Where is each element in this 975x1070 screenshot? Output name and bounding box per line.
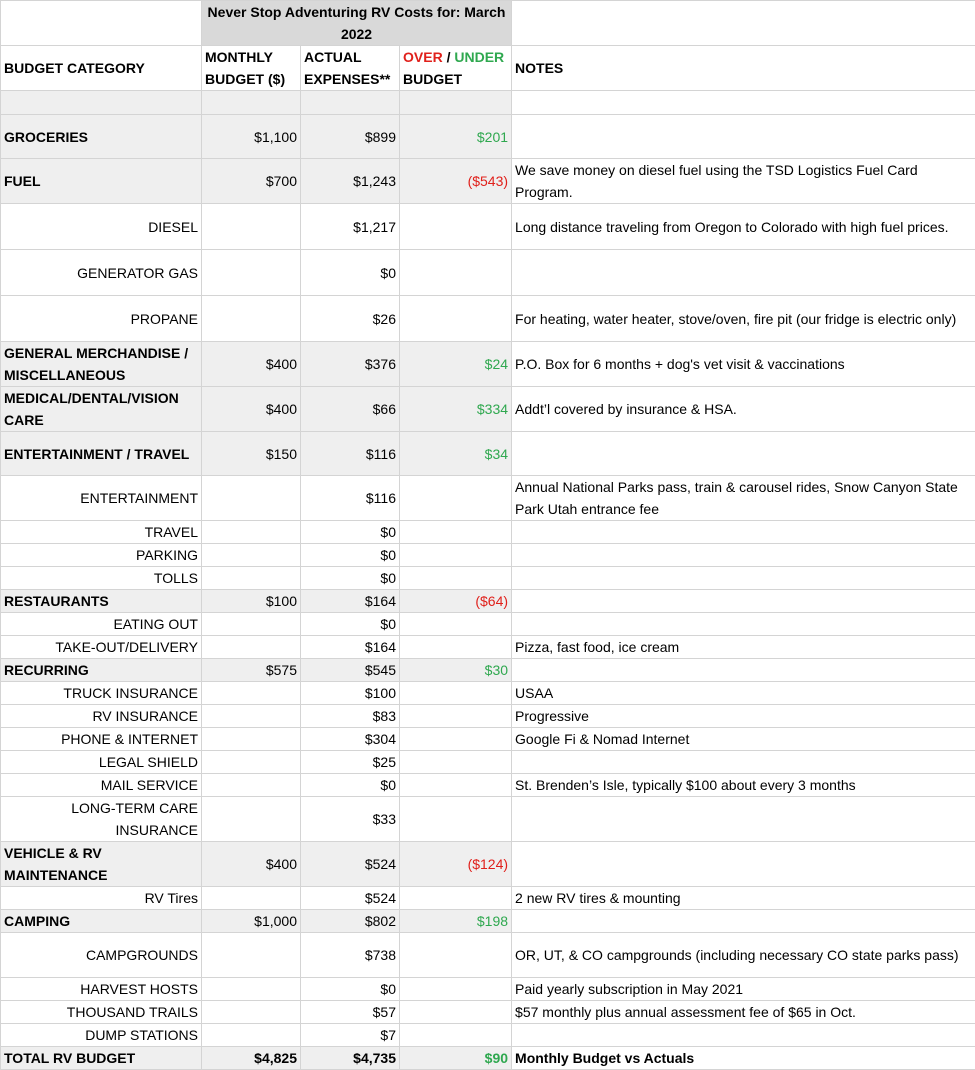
notes-cell[interactable] — [512, 432, 975, 476]
category-label[interactable]: GROCERIES — [1, 115, 202, 159]
subcategory-row-legal-shield — [1, 751, 975, 774]
monthly-budget-cell[interactable]: $1,100 — [202, 115, 301, 159]
monthly-budget-cell[interactable]: $1,000 — [202, 910, 301, 933]
actual-expenses-cell[interactable]: $116 — [301, 432, 400, 476]
notes-cell[interactable] — [512, 115, 975, 159]
over-under-cell[interactable] — [400, 1024, 512, 1047]
monthly-budget-cell[interactable] — [202, 521, 301, 544]
over-under-cell[interactable] — [400, 933, 512, 978]
notes-cell[interactable]: 2 new RV tires & mounting — [512, 887, 975, 910]
over-under-cell[interactable] — [400, 978, 512, 1001]
category-label[interactable]: VEHICLE & RV MAINTENANCE — [1, 842, 202, 887]
monthly-budget-cell[interactable] — [202, 797, 301, 842]
over-under-cell[interactable] — [400, 567, 512, 590]
notes-cell[interactable]: Monthly Budget vs Actuals — [512, 1047, 975, 1070]
header-over-under-budget[interactable] — [400, 46, 512, 91]
category-label[interactable]: MEDICAL/DENTAL/VISION CARE — [1, 387, 202, 432]
notes-cell[interactable]: $57 monthly plus annual assessment fee of $65 in Oct. — [512, 1001, 975, 1024]
over-under-cell[interactable] — [400, 1001, 512, 1024]
subcategory-row-thousand-trails — [1, 1001, 975, 1024]
category-label[interactable]: CAMPING — [1, 910, 202, 933]
category-row-camping — [1, 910, 975, 933]
monthly-budget-cell[interactable] — [202, 476, 301, 521]
over-under-cell[interactable] — [400, 887, 512, 910]
category-row-fuel — [1, 159, 975, 204]
subcategory-row-eating-out — [1, 613, 975, 636]
subcategory-row-campgrounds — [1, 933, 975, 978]
over-under-cell[interactable]: $30 — [400, 659, 512, 682]
over-under-cell[interactable] — [400, 613, 512, 636]
monthly-budget-cell[interactable] — [202, 613, 301, 636]
subcategory-row-parking — [1, 544, 975, 567]
monthly-budget-cell[interactable]: $400 — [202, 387, 301, 432]
over-under-cell[interactable] — [400, 204, 512, 250]
sheet-title[interactable]: Never Stop Adventuring RV Costs for: March 2022 — [202, 1, 512, 46]
actual-expenses-cell[interactable]: $1,217 — [301, 204, 400, 250]
monthly-budget-cell[interactable] — [202, 705, 301, 728]
header-budget-category[interactable]: BUDGET CATEGORY — [1, 46, 202, 91]
category-label[interactable]: RESTAURANTS — [1, 590, 202, 613]
monthly-budget-cell[interactable] — [202, 728, 301, 751]
category-label[interactable]: DIESEL — [1, 204, 202, 250]
monthly-budget-cell[interactable] — [202, 682, 301, 705]
over-under-cell[interactable] — [400, 682, 512, 705]
over-under-cell[interactable] — [400, 296, 512, 342]
category-label[interactable]: CAMPGROUNDS — [1, 933, 202, 978]
notes-cell[interactable]: Annual National Parks pass, train & carousel rides, Snow Canyon State Park Utah entrance fee — [512, 476, 975, 521]
category-row-total-rv-budget — [1, 1047, 975, 1070]
over-under-cell[interactable]: $34 — [400, 432, 512, 476]
notes-cell[interactable] — [512, 797, 975, 842]
actual-expenses-cell[interactable]: $116 — [301, 476, 400, 521]
category-label[interactable]: MAIL SERVICE — [1, 774, 202, 797]
notes-cell[interactable]: Paid yearly subscription in May 2021 — [512, 978, 975, 1001]
notes-cell[interactable] — [512, 544, 975, 567]
category-row-restaurants — [1, 590, 975, 613]
monthly-budget-cell[interactable] — [202, 1024, 301, 1047]
category-label[interactable]: EATING OUT — [1, 613, 202, 636]
category-label[interactable]: RV INSURANCE — [1, 705, 202, 728]
category-label[interactable]: LONG-TERM CARE INSURANCE — [1, 797, 202, 842]
notes-cell[interactable]: OR, UT, & CO campgrounds (including necessary CO state parks pass) — [512, 933, 975, 978]
actual-expenses-cell[interactable]: $524 — [301, 842, 400, 887]
over-under-cell[interactable]: ($543) — [400, 159, 512, 204]
notes-cell[interactable]: We save money on diesel fuel using the TSD Logistics Fuel Card Program. — [512, 159, 975, 204]
subcategory-row-tolls — [1, 567, 975, 590]
header-slash: / — [443, 49, 455, 65]
over-under-cell[interactable] — [400, 250, 512, 296]
category-row-groceries — [1, 115, 975, 159]
notes-cell[interactable]: Addt’l covered by insurance & HSA. — [512, 387, 975, 432]
empty-cell[interactable] — [1, 91, 202, 115]
header-actual-expenses[interactable]: ACTUAL EXPENSES** — [301, 46, 400, 91]
notes-cell[interactable]: For heating, water heater, stove/oven, fire pit (our fridge is electric only) — [512, 296, 975, 342]
notes-cell[interactable] — [512, 910, 975, 933]
title-row — [1, 1, 975, 46]
actual-expenses-cell[interactable]: $524 — [301, 887, 400, 910]
notes-cell[interactable]: Pizza, fast food, ice cream — [512, 636, 975, 659]
actual-expenses-cell[interactable]: $66 — [301, 387, 400, 432]
category-label[interactable]: PROPANE — [1, 296, 202, 342]
subcategory-row-mail-service — [1, 774, 975, 797]
over-under-cell[interactable]: $24 — [400, 342, 512, 387]
monthly-budget-cell[interactable]: $100 — [202, 590, 301, 613]
empty-cell[interactable] — [512, 91, 975, 115]
category-label[interactable]: PARKING — [1, 544, 202, 567]
subcategory-row-diesel — [1, 204, 975, 250]
category-label[interactable]: RV Tires — [1, 887, 202, 910]
empty-cell[interactable] — [202, 91, 301, 115]
monthly-budget-cell[interactable] — [202, 204, 301, 250]
notes-cell[interactable] — [512, 751, 975, 774]
monthly-budget-cell[interactable]: $400 — [202, 842, 301, 887]
category-label[interactable]: TRAVEL — [1, 521, 202, 544]
notes-cell[interactable] — [512, 659, 975, 682]
actual-expenses-cell[interactable]: $164 — [301, 636, 400, 659]
monthly-budget-cell[interactable]: $150 — [202, 432, 301, 476]
monthly-budget-cell[interactable] — [202, 1001, 301, 1024]
actual-expenses-cell[interactable]: $0 — [301, 544, 400, 567]
over-under-cell[interactable] — [400, 774, 512, 797]
subcategory-row-generator-gas — [1, 250, 975, 296]
notes-cell[interactable]: USAA — [512, 682, 975, 705]
actual-expenses-cell[interactable]: $57 — [301, 1001, 400, 1024]
category-row-medical-dental-vision-care — [1, 387, 975, 432]
title-notes-spacer[interactable] — [512, 1, 975, 46]
actual-expenses-cell[interactable]: $1,243 — [301, 159, 400, 204]
monthly-budget-cell[interactable]: $400 — [202, 342, 301, 387]
monthly-budget-cell[interactable]: $575 — [202, 659, 301, 682]
subcategory-row-entertainment — [1, 476, 975, 521]
subcategory-row-rv-insurance — [1, 705, 975, 728]
header-row — [1, 46, 975, 91]
category-label[interactable]: THOUSAND TRAILS — [1, 1001, 202, 1024]
category-label[interactable]: TRUCK INSURANCE — [1, 682, 202, 705]
monthly-budget-cell[interactable]: $4,825 — [202, 1047, 301, 1070]
actual-expenses-cell[interactable]: $0 — [301, 521, 400, 544]
over-under-cell[interactable] — [400, 705, 512, 728]
actual-expenses-cell[interactable]: $26 — [301, 296, 400, 342]
notes-cell[interactable] — [512, 613, 975, 636]
notes-cell[interactable]: Long distance traveling from Oregon to Colorado with high fuel prices. — [512, 204, 975, 250]
over-under-cell[interactable] — [400, 521, 512, 544]
monthly-budget-cell[interactable] — [202, 296, 301, 342]
category-row-recurring — [1, 659, 975, 682]
category-row-general-merchandise-miscellaneous — [1, 342, 975, 387]
over-under-cell[interactable] — [400, 751, 512, 774]
actual-expenses-cell[interactable]: $33 — [301, 797, 400, 842]
category-label[interactable]: TOLLS — [1, 567, 202, 590]
category-label[interactable]: RECURRING — [1, 659, 202, 682]
notes-cell[interactable] — [512, 567, 975, 590]
actual-expenses-cell[interactable]: $83 — [301, 705, 400, 728]
actual-expenses-cell[interactable]: $25 — [301, 751, 400, 774]
monthly-budget-cell[interactable] — [202, 978, 301, 1001]
over-under-cell[interactable] — [400, 476, 512, 521]
actual-expenses-cell[interactable]: $545 — [301, 659, 400, 682]
category-label[interactable]: PHONE & INTERNET — [1, 728, 202, 751]
notes-cell[interactable]: P.O. Box for 6 months + dog's vet visit & vaccinations — [512, 342, 975, 387]
actual-expenses-cell[interactable]: $0 — [301, 250, 400, 296]
actual-expenses-cell[interactable]: $0 — [301, 567, 400, 590]
category-label[interactable]: GENERAL MERCHANDISE / MISCELLANEOUS — [1, 342, 202, 387]
over-under-cell[interactable]: $334 — [400, 387, 512, 432]
subcategory-row-dump-stations — [1, 1024, 975, 1047]
spacer-row — [1, 91, 975, 115]
header-under: UNDER — [454, 49, 504, 65]
category-label[interactable]: ENTERTAINMENT — [1, 476, 202, 521]
over-under-cell[interactable]: $90 — [400, 1047, 512, 1070]
over-under-cell[interactable]: ($124) — [400, 842, 512, 887]
category-label[interactable]: FUEL — [1, 159, 202, 204]
monthly-budget-cell[interactable] — [202, 544, 301, 567]
actual-expenses-cell[interactable]: $0 — [301, 978, 400, 1001]
actual-expenses-cell[interactable]: $7 — [301, 1024, 400, 1047]
monthly-budget-cell[interactable] — [202, 250, 301, 296]
monthly-budget-cell[interactable] — [202, 567, 301, 590]
category-label[interactable]: TAKE-OUT/DELIVERY — [1, 636, 202, 659]
monthly-budget-cell[interactable] — [202, 887, 301, 910]
subcategory-row-long-term-care-insurance — [1, 797, 975, 842]
actual-expenses-cell[interactable]: $0 — [301, 613, 400, 636]
notes-cell[interactable]: Progressive — [512, 705, 975, 728]
over-under-cell[interactable] — [400, 636, 512, 659]
category-label[interactable]: ENTERTAINMENT / TRAVEL — [1, 432, 202, 476]
category-label[interactable]: GENERATOR GAS — [1, 250, 202, 296]
header-notes[interactable]: NOTES — [512, 46, 975, 91]
over-under-cell[interactable] — [400, 797, 512, 842]
subcategory-row-rv-tires — [1, 887, 975, 910]
actual-expenses-cell[interactable]: $0 — [301, 774, 400, 797]
subcategory-row-travel — [1, 521, 975, 544]
notes-cell[interactable] — [512, 842, 975, 887]
monthly-budget-cell[interactable] — [202, 774, 301, 797]
monthly-budget-cell[interactable] — [202, 636, 301, 659]
category-label[interactable]: DUMP STATIONS — [1, 1024, 202, 1047]
actual-expenses-cell[interactable]: $376 — [301, 342, 400, 387]
category-row-vehicle-rv-maintenance — [1, 842, 975, 887]
empty-cell[interactable] — [301, 91, 400, 115]
subcategory-row-phone-internet — [1, 728, 975, 751]
subcategory-row-harvest-hosts — [1, 978, 975, 1001]
actual-expenses-cell[interactable]: $738 — [301, 933, 400, 978]
subcategory-row-propane — [1, 296, 975, 342]
category-label[interactable]: TOTAL RV BUDGET — [1, 1047, 202, 1070]
over-under-cell[interactable] — [400, 728, 512, 751]
monthly-budget-cell[interactable]: $700 — [202, 159, 301, 204]
notes-cell[interactable]: Google Fi & Nomad Internet — [512, 728, 975, 751]
notes-cell[interactable] — [512, 1024, 975, 1047]
notes-cell[interactable] — [512, 590, 975, 613]
over-under-cell[interactable] — [400, 544, 512, 567]
over-under-cell[interactable]: $201 — [400, 115, 512, 159]
actual-expenses-cell[interactable]: $899 — [301, 115, 400, 159]
monthly-budget-cell[interactable] — [202, 751, 301, 774]
empty-cell[interactable] — [400, 91, 512, 115]
category-label[interactable]: LEGAL SHIELD — [1, 751, 202, 774]
header-budget: BUDGET — [403, 71, 462, 87]
actual-expenses-cell[interactable]: $802 — [301, 910, 400, 933]
actual-expenses-cell[interactable]: $100 — [301, 682, 400, 705]
notes-cell[interactable] — [512, 250, 975, 296]
subcategory-row-truck-insurance — [1, 682, 975, 705]
notes-cell[interactable] — [512, 521, 975, 544]
subcategory-row-take-out-delivery — [1, 636, 975, 659]
category-label[interactable]: HARVEST HOSTS — [1, 978, 202, 1001]
actual-expenses-cell[interactable]: $164 — [301, 590, 400, 613]
over-under-cell[interactable]: $198 — [400, 910, 512, 933]
actual-expenses-cell[interactable]: $304 — [301, 728, 400, 751]
title-spacer[interactable] — [1, 1, 202, 46]
header-monthly-budget[interactable]: MONTHLY BUDGET ($) — [202, 46, 301, 91]
category-row-entertainment-travel — [1, 432, 975, 476]
over-under-cell[interactable]: ($64) — [400, 590, 512, 613]
monthly-budget-cell[interactable] — [202, 933, 301, 978]
header-over: OVER — [403, 49, 443, 65]
actual-expenses-cell[interactable]: $4,735 — [301, 1047, 400, 1070]
notes-cell[interactable]: St. Brenden’s Isle, typically $100 about every 3 months — [512, 774, 975, 797]
